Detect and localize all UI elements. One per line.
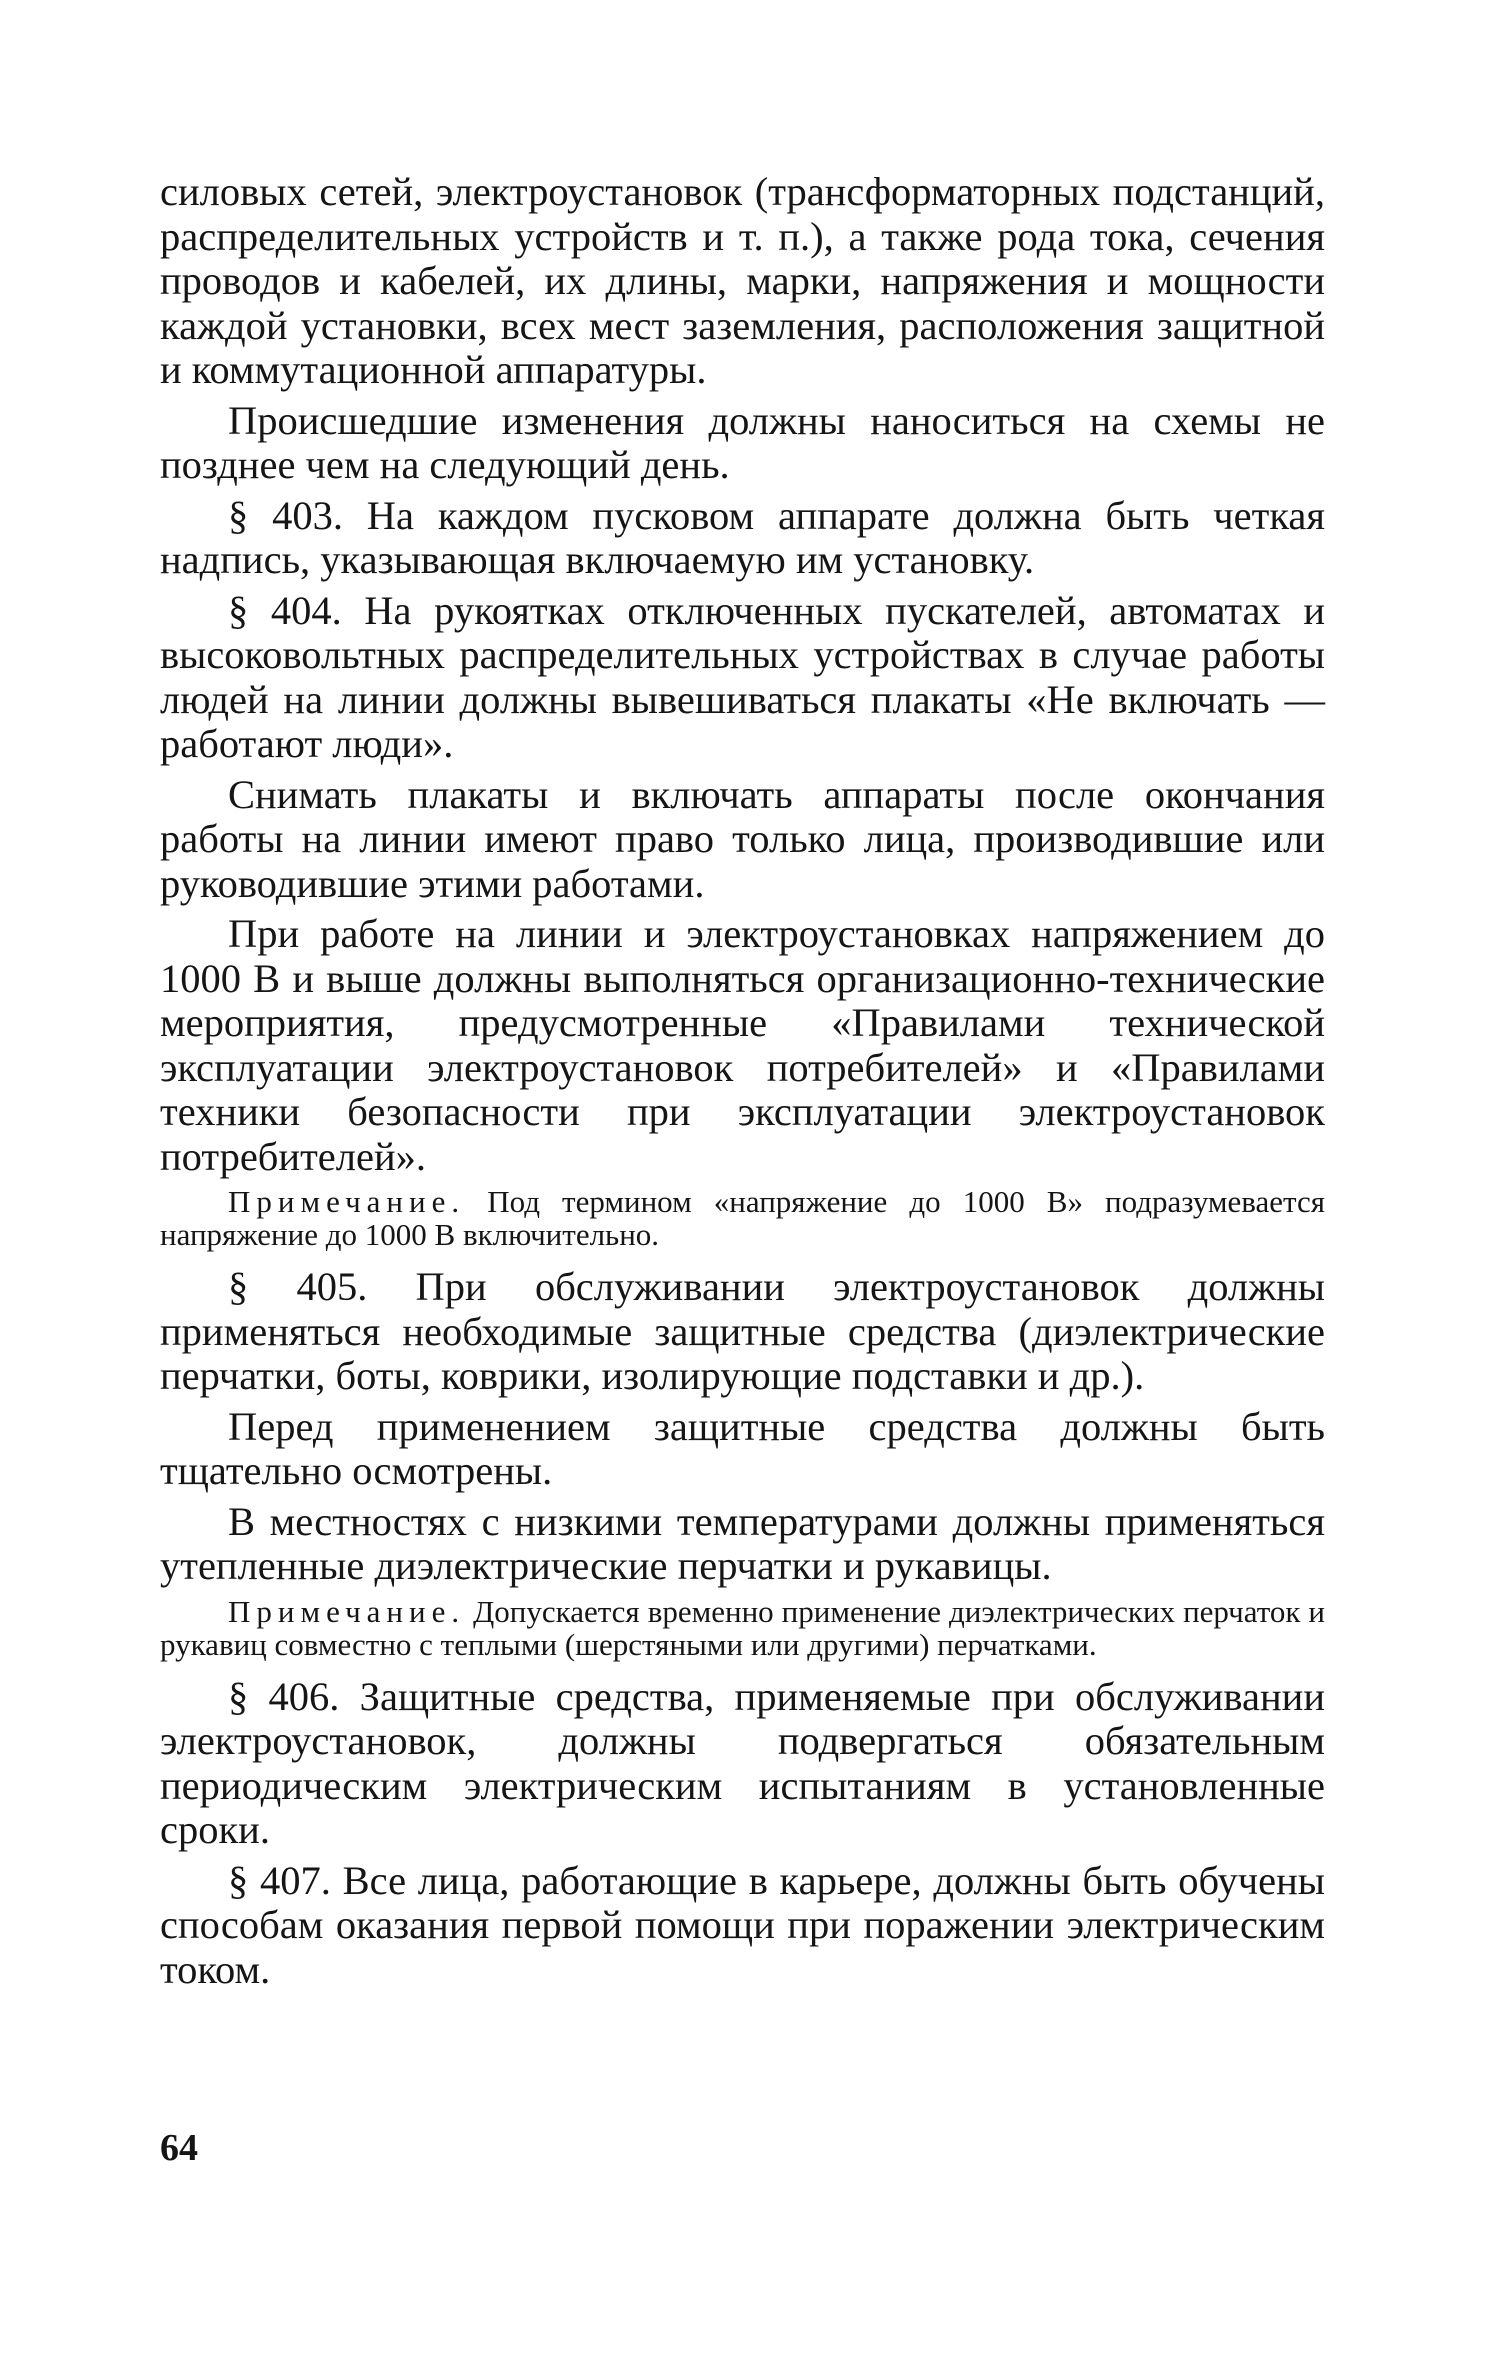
page-body [160, 170, 1325, 1992]
paragraph-remove-posters: Снимать плакаты и включать аппараты после окончания работы на линии имеют право только лица, производившие или руководившие этими работами. [160, 771, 1325, 906]
page-number: 64 [160, 2127, 198, 2169]
paragraph-cold-regions: В местностях с низкими температурами должны применяться утепленные диэлектрические перчатки и рукавицы. [160, 1498, 1325, 1588]
paragraph-section-404: § 404. На рукоятках отключенных пускателей, автоматах и высоковольтных распределительных устройствах в случае работы людей на линии должны вывешиваться плакаты «Не включать — работают люди». [160, 587, 1325, 766]
paragraph-intro-continued: силовых сетей, электроустановок (трансформаторных подстанций, распределительных устройств и т. п.), а также рода тока, сечения проводов и кабелей, их длины, марки, напряжения и мощности каждой установки, всех мест заземления, расположения защитной и коммутационной аппаратуры. [160, 169, 1325, 392]
paragraph-inspect: Перед применением защитные средства должны быть тщательно осмотрены. [160, 1403, 1325, 1493]
paragraph-changes: Происшедшие изменения должны наноситься на схемы не позднее чем на следующий день. [160, 397, 1325, 487]
note-text: Под термином «напряжение до 1000 В» подразумевается напряжение до 1000 В включительно. [160, 1184, 1326, 1252]
paragraph-section-406: § 406. Защитные средства, применяемые при обслуживании электроустановок, должны подвергаться обязательным периодическим электрическим испытаниям в установленные сроки. [160, 1673, 1325, 1852]
paragraph-section-403: § 403. На каждом пусковом аппарате должна быть четкая надпись, указывающая включаемую им установку. [160, 492, 1325, 582]
note-label: Примечание. [228, 1593, 466, 1629]
paragraph-work-on-line: При работе на линии и электроустановках напряжением до 1000 В и выше должны выполняться организационно-технические мероприятия, предусмотренные «Правилами технической эксплуатации электроустановок потребителей» и «Правилами техники безопасности при эксплуатации электроустановок потребителей». [160, 911, 1325, 1179]
note-label: Примечание. [228, 1184, 466, 1219]
note-text: Допускается временно применение диэлектрических перчаток и рукавиц совместно с теплыми (шерстяными или другими) перчатками. [160, 1593, 1325, 1662]
note-gloves [160, 1595, 1325, 1661]
paragraph-section-405: § 405. При обслуживании электроустановок должны применяться необходимые защитные средства (диэлектрические перчатки, боты, коврики, изолирующие подставки и др.). [160, 1264, 1325, 1398]
note-voltage [160, 1185, 1325, 1251]
paragraph-section-407: § 407. Все лица, работающие в карьере, должны быть обучены способам оказания первой помощи при поражении электрическим током. [160, 1857, 1325, 1992]
